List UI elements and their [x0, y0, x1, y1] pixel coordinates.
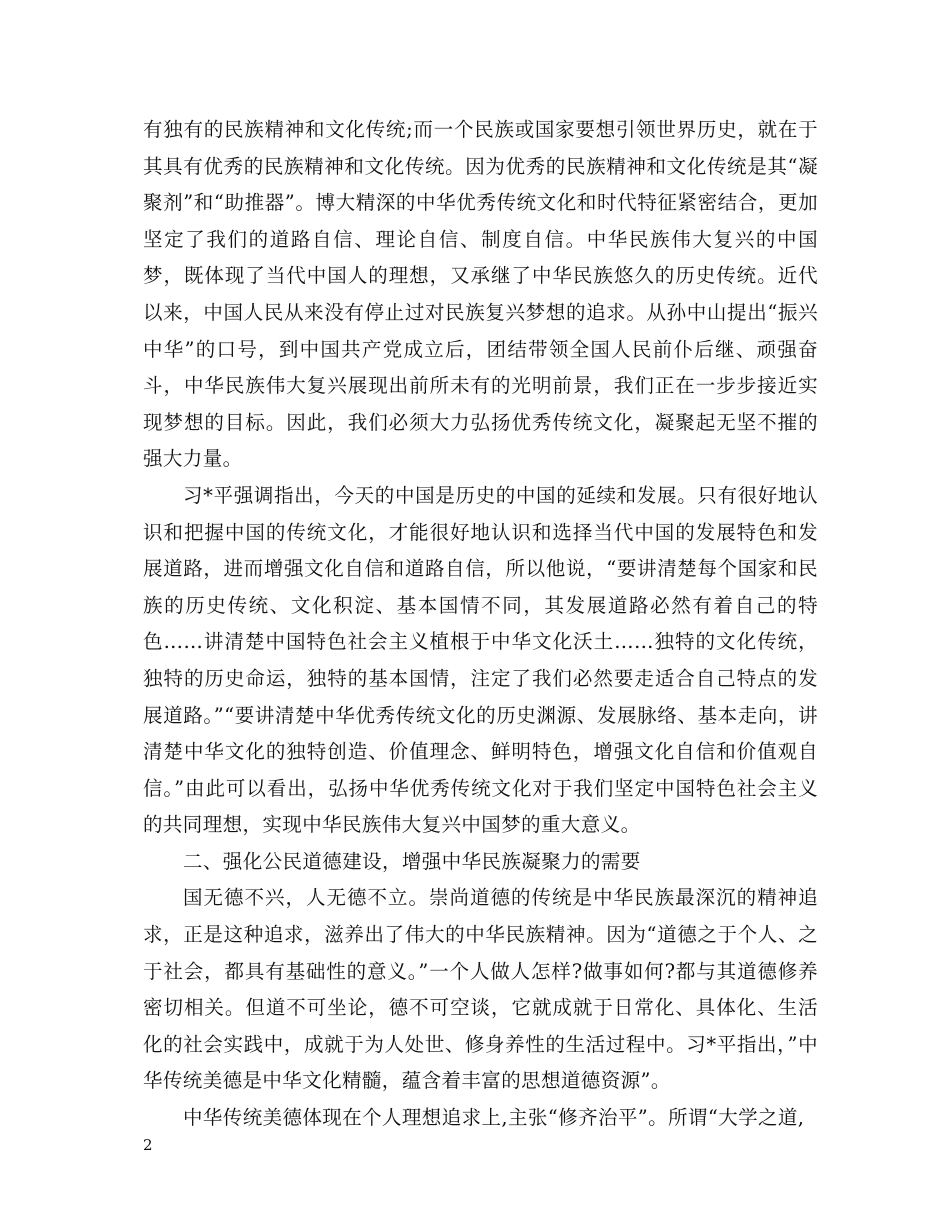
section-heading: 二、强化公民道德建设，增强中华民族凝聚力的需要 [183, 849, 641, 873]
paragraph: 中华传统美德体现在个人理想追求上,主张“修齐治平”。所谓“大学之道, [183, 1106, 805, 1130]
document-body [143, 112, 818, 1137]
paragraph: 习*平强调指出，今天的中国是历史的中国的延续和发展。只有很好地认识和把握中国的传统文化，才能很好地认识和选择当代中国的发展特色和发展道路，进而增强文化自信和道路自信，所以他说，“要讲清楚每个国家和民族的历史传统、文化积淀、基本国情不同，其发展道路必然有着自己的特色……讲清楚中国特色社会主义植根于中华文化沃土……独特的文化传统，独特的历史命运，独特的基本国情，注定了我们必然要走适合自己特点的发展道路。”“要讲清楚中华优秀传统文化的历史渊源、发展脉络、基本走向，讲清楚中华文化的独特创造、价值理念、鲜明特色，增强文化自信和价值观自信。”由此可以看出，弘扬中华优秀传统文化对于我们坚定中国特色社会主义的共同理想，实现中华民族伟大复兴中国梦的重大意义。 [143, 483, 818, 837]
paragraph: 国无德不兴，人无德不立。崇尚道德的传统是中华民族最深沉的精神追求，正是这种追求，滋养出了伟大的中华民族精神。因为“道德之于个人、之于社会，都具有基础性的意义。”一个人做人怎样?做事如何?都与其道德修养密切相关。但道不可坐论，德不可空谈，它就成就于日常化、具体化、生活化的社会实践中，成就于为人处世、修身养性的生活过程中。习*平指出，”中华传统美德是中华文化精髓，蕴含着丰富的思想道德资源”。 [143, 886, 818, 1093]
paragraph-continuation: 有独有的民族精神和文化传统;而一个民族或国家要想引领世界历史，就在于其具有优秀的民族精神和文化传统。因为优秀的民族精神和文化传统是其“凝聚剂”和“助推器”。博大精深的中华优秀传统文化和时代特征紧密结合，更加坚定了我们的道路自信、理论自信、制度自信。中华民族伟大复兴的中国梦，既体现了当代中国人的理想，又承继了中华民族悠久的历史传统。近代以来，中国人民从来没有停止过对民族复兴梦想的追求。从孙中山提出“振兴中华”的口号，到中国共产党成立后，团结带领全国人民前仆后继、顽强奋斗，中华民族伟大复兴展现出前所未有的光明前景，我们正在一步步接近实现梦想的目标。因此，我们必须大力弘扬优秀传统文化，凝聚起无坚不摧的强大力量。 [143, 118, 818, 471]
page-number: 2 [143, 1136, 153, 1154]
